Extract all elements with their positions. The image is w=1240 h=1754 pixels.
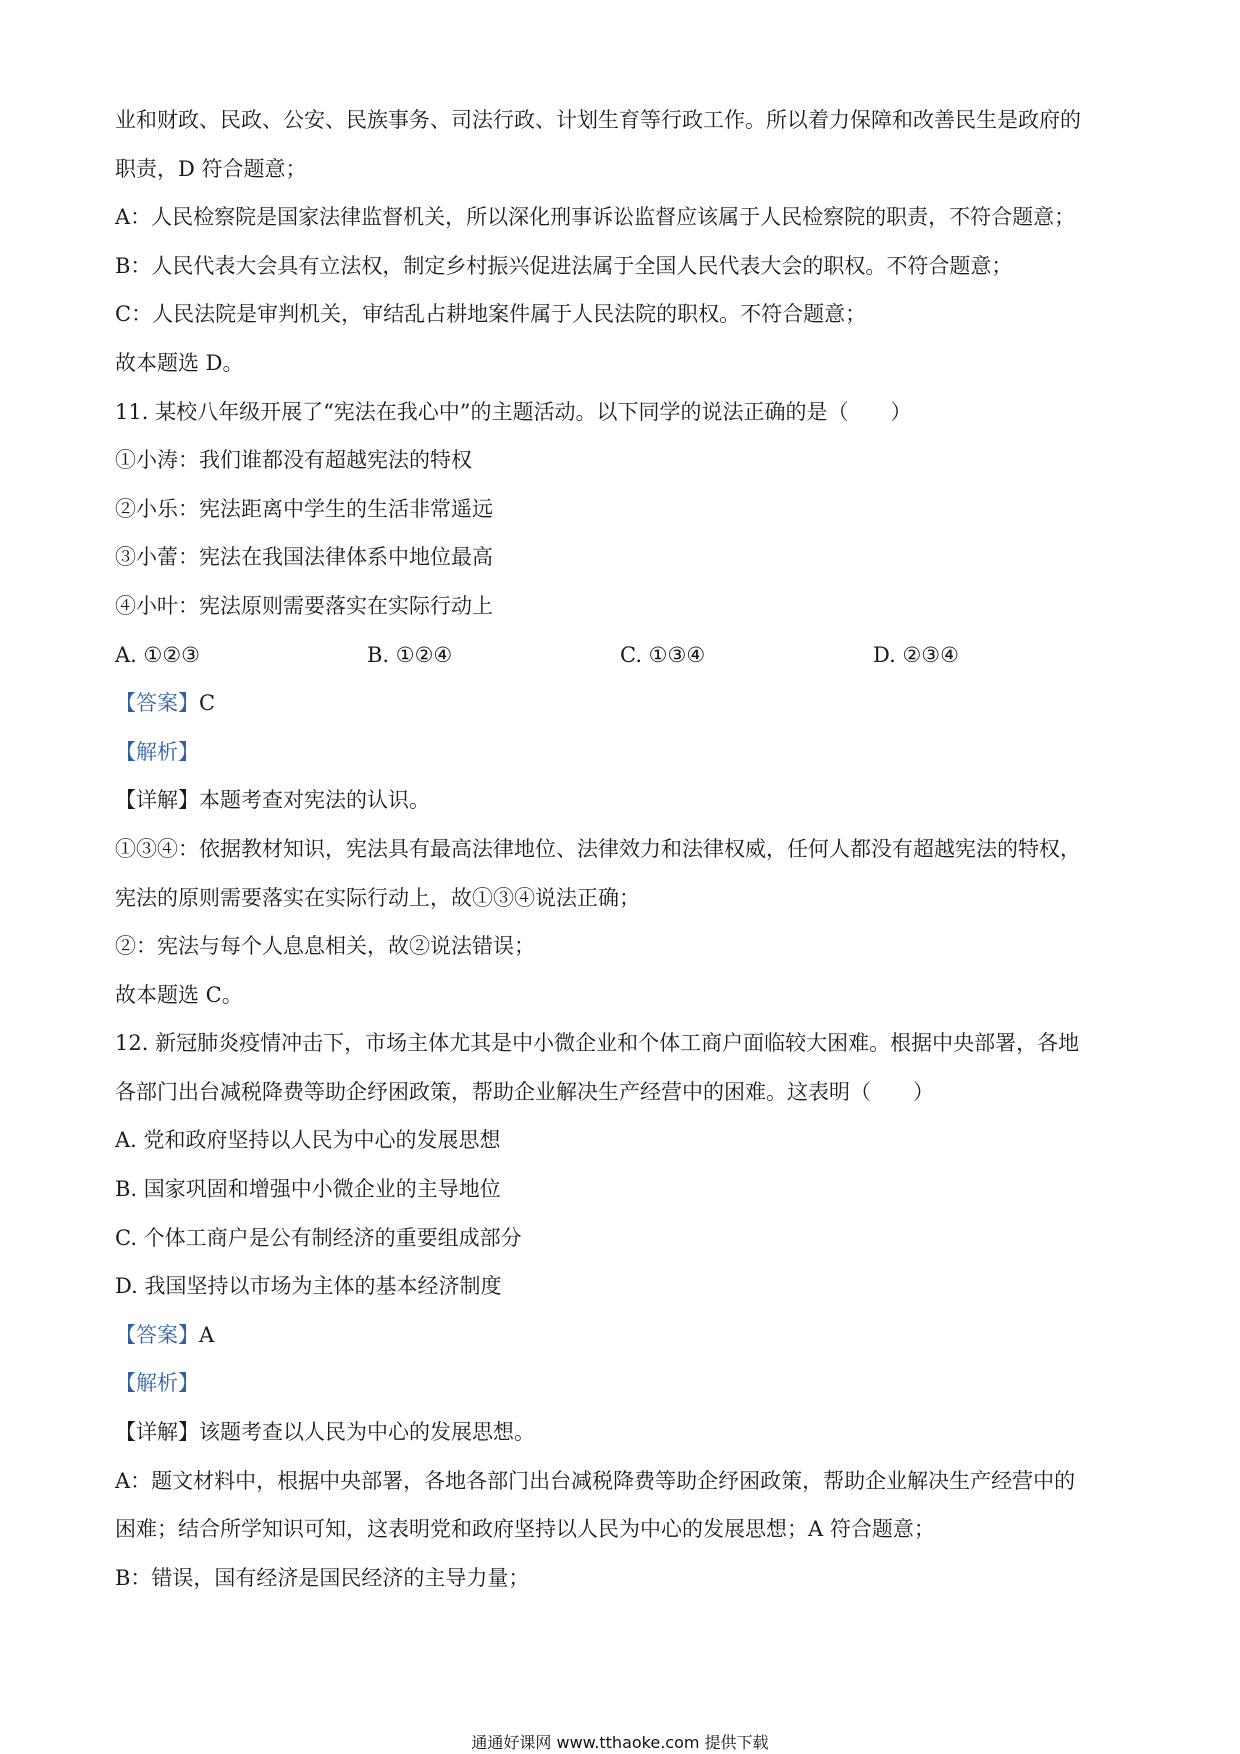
option-b: B. ①②④ (367, 642, 453, 667)
document-page (115, 96, 1125, 1602)
statement-1: ①小涛：我们谁都没有超越宪法的特权 (115, 448, 472, 473)
text-line: 【详解】该题考查以人民为中心的发展思想。 (115, 1420, 535, 1445)
text-line: 职责，D 符合题意； (115, 156, 307, 181)
answer-value: A (199, 1322, 215, 1347)
text-line: 【详解】本题考查对宪法的认识。 (115, 788, 430, 813)
question-11-stem: 11. 某校八年级开展了“宪法在我心中”的主题活动。以下同学的说法正确的是（ ） (115, 399, 912, 424)
text-line: 宪法的原则需要落实在实际行动上，故①③④说法正确； (115, 885, 640, 910)
text-line: B：人民代表大会具有立法权，制定乡村振兴促进法属于全国人民代表大会的职权。不符合题意； (115, 253, 1013, 278)
text-line: 故本题选 D。 (115, 350, 244, 375)
question-12-answer (115, 1311, 1125, 1360)
answer-value: C (199, 691, 216, 716)
text-line: ②：宪法与每个人息息相关，故②说法错误； (115, 934, 535, 959)
text-line: C：人民法院是审判机关，审结乱占耕地案件属于人民法院的职权。不符合题意； (115, 302, 867, 327)
text-line: 困难；结合所学知识可知，这表明党和政府坚持以人民为中心的发展思想；A 符合题意； (115, 1517, 935, 1542)
question-12-stem: 12. 新冠肺炎疫情冲击下，市场主体尤其是中小微企业和个体工商户面临较大困难。根据中央部署，各地 (115, 1031, 1080, 1056)
text-line: B：错误，国有经济是国民经济的主导力量； (115, 1565, 530, 1590)
answer-tag: 【答案】 (115, 1322, 199, 1347)
option-d: D. ②③④ (873, 642, 959, 667)
text-line: 故本题选 C。 (115, 982, 243, 1007)
statement-3: ③小蕾：宪法在我国法律体系中地位最高 (115, 545, 493, 570)
analysis-tag: 【解析】 (115, 739, 199, 764)
text-line: A：题文材料中，根据中央部署，各地各部门出台减税降费等助企纾困政策，帮助企业解决生产经营中的 (115, 1468, 1076, 1493)
option-c: C. ①③④ (620, 642, 706, 667)
analysis-tag: 【解析】 (115, 1371, 199, 1396)
statement-4: ④小叶：宪法原则需要落实在实际行动上 (115, 593, 493, 618)
option-c: C. 个体工商户是公有制经济的重要组成部分 (115, 1225, 522, 1250)
page-footer: 通通好课网 www.tthaoke.com 提供下载 (471, 1733, 769, 1752)
text-line: ①③④：依据教材知识，宪法具有最高法律地位、法律效力和法律权威，任何人都没有超越宪法的特权， (115, 836, 1081, 861)
text-line: A：人民检察院是国家法律监督机关，所以深化刑事诉讼监督应该属于人民检察院的职责，不符合题意； (115, 205, 1076, 230)
text-line: 业和财政、民政、公安、民族事务、司法行政、计划生育等行政工作。所以着力保障和改善民生是政府的 (115, 108, 1081, 132)
question-12-stem: 各部门出台减税降费等助企纾困政策，帮助企业解决生产经营中的困难。这表明（ ） (115, 1079, 934, 1104)
question-12-analysis-heading (115, 1359, 1125, 1408)
question-11-options (115, 631, 1125, 680)
question-11-answer (115, 679, 1125, 728)
option-b: B. 国家巩固和增强中小微企业的主导地位 (115, 1177, 501, 1202)
question-11-analysis-heading (115, 728, 1125, 777)
option-a: A. ①②③ (115, 642, 200, 667)
option-d: D. 我国坚持以市场为主体的基本经济制度 (115, 1274, 502, 1299)
option-a: A. 党和政府坚持以人民为中心的发展思想 (115, 1128, 501, 1153)
answer-tag: 【答案】 (115, 691, 199, 716)
statement-2: ②小乐：宪法距离中学生的生活非常遥远 (115, 496, 493, 521)
